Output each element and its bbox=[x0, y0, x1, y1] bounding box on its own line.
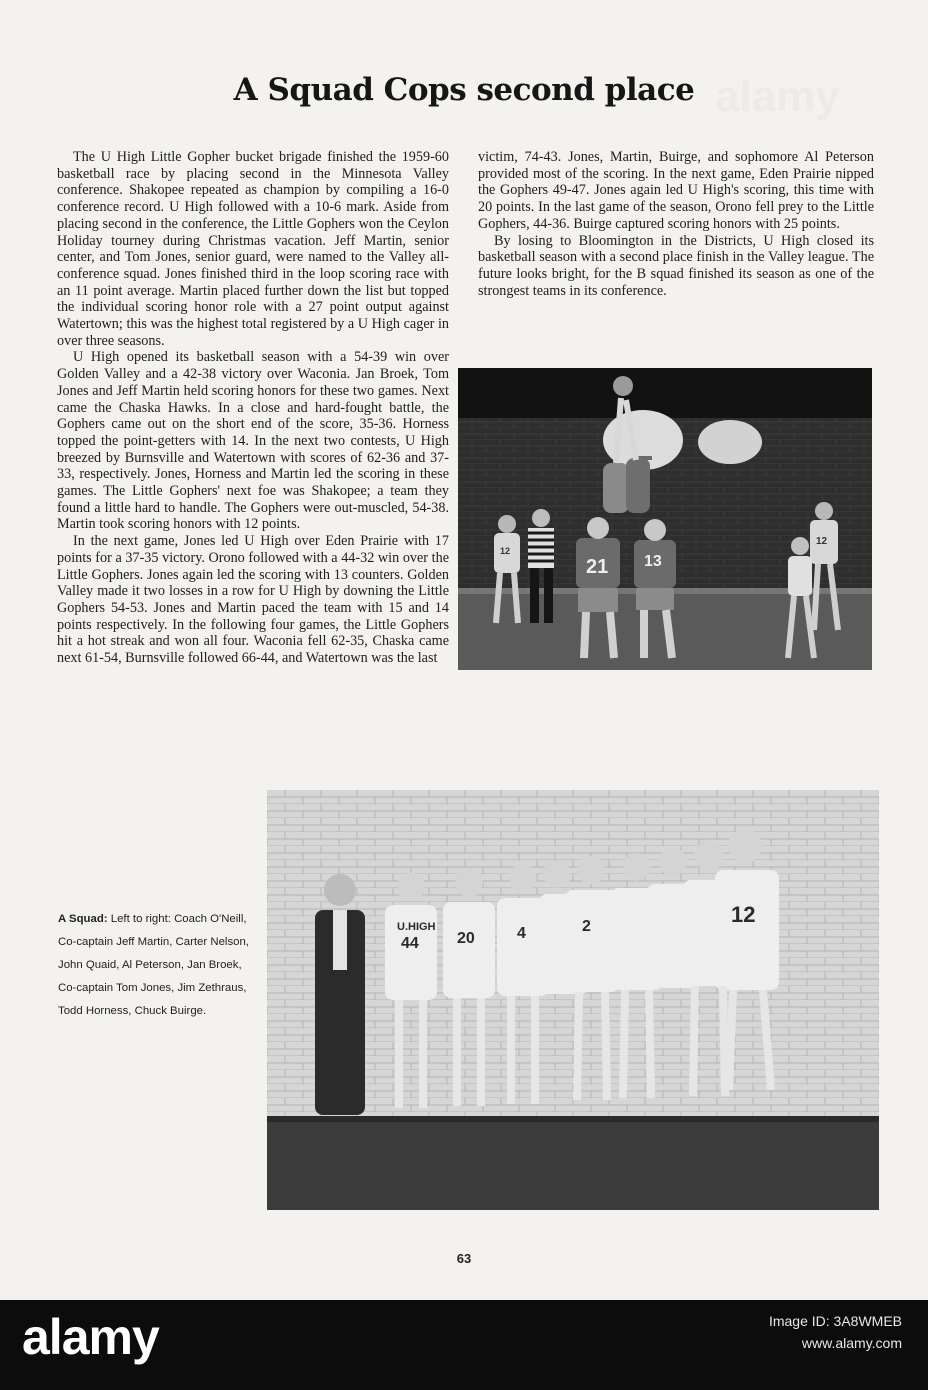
image-id-label: Image ID: 3A8WMEB bbox=[768, 1313, 902, 1329]
team-photo bbox=[267, 790, 879, 1210]
caption-body: Left to right: Coach O'Neill, Co-captain Jeff Martin, Carter Nelson, John Quaid, Al Peterson, Jan Broek, Co-captain Tom Jones, Jim Zethraus, Todd Horness, Chuck Buirge. bbox=[58, 913, 249, 1017]
paragraph: The U High Little Gopher bucket brigade finished the 1959-60 basketball race by placing second in the Minnesota Valley conference. Shakopee repeated as champion by compiling a 16-0 conference record. U High followed with a 10-6 mark. Aside from placing second in the conference, the Little Gophers won the Ceylon Holiday tourney during Christmas vacation. Jeff Martin, senior center, and Tom Jones, senior guard, were named to the Valley all-conference squad. Jones finished third in the loop scoring race with an 11 point average. Martin placed further down the list but topped the individual scoring honor role with a 27 point output against Watertown; this was the highest total registered by a U High cager in over three seasons. bbox=[57, 149, 449, 349]
alamy-logo: alamy bbox=[22, 1309, 159, 1365]
jersey-number: 2 bbox=[582, 918, 591, 935]
text-column-right bbox=[478, 149, 874, 299]
watermark: alamy bbox=[715, 72, 840, 121]
article-title: A Squad Cops second place bbox=[233, 72, 695, 108]
jersey-number: 12 bbox=[816, 536, 828, 547]
paragraph: victim, 74-43. Jones, Martin, Buirge, and sophomore Al Peterson provided most of the scoring. In the next game, Eden Prairie nipped the Gophers 49-47. Jones again led U High's scoring, this time with 20 points. In the last game of the season, Orono fell prey to the Little Gophers, 44-36. Buirge captured scoring honors with 25 points. bbox=[478, 149, 874, 232]
stock-footer-banner bbox=[0, 1300, 928, 1390]
jersey-number: 20 bbox=[457, 930, 475, 947]
jersey-number: 13 bbox=[644, 553, 662, 570]
game-photo-image bbox=[458, 368, 872, 670]
photo-caption bbox=[58, 908, 258, 1023]
paragraph: By losing to Bloomington in the Districts, U High closed its basketball season with a second place finish in the Valley league. The future looks bright, for the B squad finished its season as one of the strongest teams in its conference. bbox=[478, 232, 874, 299]
game-action-photo bbox=[458, 368, 872, 670]
jersey-team-text: U.HIGH bbox=[397, 921, 436, 933]
jersey-number: 12 bbox=[500, 546, 511, 556]
image-id-block bbox=[769, 1310, 902, 1354]
site-url: www.alamy.com bbox=[801, 1335, 902, 1351]
text-column-left bbox=[57, 149, 449, 667]
jersey-number: 21 bbox=[586, 556, 609, 578]
jersey-number: 12 bbox=[731, 902, 756, 927]
page-number: 63 bbox=[456, 1251, 472, 1266]
jersey-number: 44 bbox=[401, 935, 419, 952]
paragraph: U High opened its basketball season with a 54-39 win over Golden Valley and a 42-38 victory over Waconia. Jan Broek, Tom Jones and Jeff Martin held scoring honors for these two games. Next came the Chaska Hawks. In a close and hard-fought battle, the Gophers came out on the short end of the score, 35-36. Horness topped the point-getters with 14. In the next two contests, U High breezed by Burnsville and Watertown with scores of 62-36 and 37-33, respectively. Jones, Horness and Martin led the scoring in these games. The Little Gophers' next foe was Shakopee; a team they found a little hard to handle. The Gophers were out-muscled, 54-38. Martin took scoring honors with 12 points. bbox=[57, 349, 449, 533]
paragraph: In the next game, Jones led U High over Eden Prairie with 17 points for a 37-35 victory. Orono followed with a 44-32 win over the Little Gophers. Jones again led the scoring with 13 counters. Golden Valley made it two losses in a row for U High by downing the Little Gophers 54-53. Jones and Martin paced the team with 15 and 14 points respectively. In the following four games, the Little Gophers hit a hot streak and won all four. Waconia fell 62-35, Chaska came next 61-54, Burnsville followed 66-44, and Watertown was the last bbox=[57, 533, 449, 667]
team-photo-image bbox=[267, 790, 879, 1210]
jersey-number: 4 bbox=[517, 925, 526, 942]
caption-lead: A Squad: bbox=[58, 913, 108, 925]
